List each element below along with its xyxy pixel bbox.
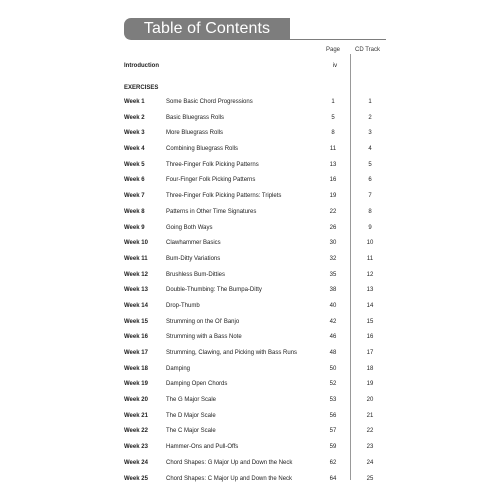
toc-list <box>0 98 500 490</box>
page-number: 8 <box>331 130 335 137</box>
toc-row <box>0 380 500 396</box>
toc-row <box>0 318 500 334</box>
entry-title: The D Major Scale <box>166 412 216 419</box>
page-number: 56 <box>329 412 337 419</box>
page-number: 42 <box>329 318 337 325</box>
cd-track-number: 23 <box>366 444 374 451</box>
cd-track-number: 10 <box>366 240 374 247</box>
page-number: 48 <box>329 350 337 356</box>
cd-track-number: 2 <box>368 114 372 121</box>
week-label: Week 12 <box>124 271 148 278</box>
cd-track-number: 1 <box>368 99 372 105</box>
week-label: Week 1 <box>124 99 145 105</box>
cd-track-number: 22 <box>366 428 374 435</box>
week-label: Week 5 <box>124 161 145 168</box>
toc-row <box>0 396 500 412</box>
cd-track-number: 13 <box>366 287 374 294</box>
toc-row <box>0 129 500 145</box>
entry-title: Strumming, Clawing, and Picking with Bass Runs <box>166 350 298 356</box>
cd-track-number: 18 <box>366 365 374 372</box>
entry-title: Drop-Thumb <box>166 302 200 309</box>
page-number: 19 <box>329 193 337 200</box>
page-number: 30 <box>329 240 337 247</box>
entry-title: Basic Bluegrass Rolls <box>166 114 225 121</box>
cd-track-number: 17 <box>366 350 374 356</box>
page-number: 11 <box>329 146 337 153</box>
entry-title: The G Major Scale <box>166 397 217 404</box>
cd-track-number: 16 <box>366 334 374 341</box>
toc-row <box>0 427 500 443</box>
week-label: Week 8 <box>124 208 145 215</box>
week-label: Week 19 <box>124 381 148 388</box>
toc-row <box>0 114 500 130</box>
week-label: Week 23 <box>124 444 148 451</box>
page-number: 1 <box>331 99 335 105</box>
week-label: Week 18 <box>124 365 148 372</box>
page-number: 26 <box>329 224 337 231</box>
cd-track-number: 15 <box>366 318 374 325</box>
week-label: Week 6 <box>124 177 145 184</box>
week-label: Week 17 <box>124 350 148 356</box>
entry-title: Clawhammer Basics <box>166 240 221 247</box>
entry-title: Patterns in Other Time Signatures <box>166 208 257 215</box>
page-number: 35 <box>329 271 337 278</box>
entry-title: More Bluegrass Rolls <box>166 130 224 137</box>
introduction-page: iv <box>332 63 338 69</box>
entry-title: The C Major Scale <box>166 428 216 435</box>
entry-title: Double-Thumbing: The Bumpa-Ditty <box>166 287 262 294</box>
cd-track-number: 25 <box>366 475 374 482</box>
page-number: 46 <box>329 334 337 341</box>
introduction-row <box>124 63 500 71</box>
week-label: Week 21 <box>124 412 148 419</box>
week-label: Week 7 <box>124 193 145 200</box>
toc-row <box>0 286 500 302</box>
toc-row <box>0 239 500 255</box>
week-label: Week 11 <box>124 255 148 262</box>
toc-row <box>0 255 500 271</box>
page-number: 40 <box>329 302 337 309</box>
toc-row <box>0 145 500 161</box>
page-title: Table of Contents <box>124 18 290 40</box>
entry-title: Hammer-Ons and Pull-Offs <box>166 444 239 451</box>
page-number: 13 <box>329 161 337 168</box>
toc-row <box>0 365 500 381</box>
cd-track-number: 20 <box>366 397 374 404</box>
week-label: Week 22 <box>124 428 148 435</box>
entry-title: Chord Shapes: G Major Up and Down the Neck <box>166 459 293 466</box>
entry-title: Chord Shapes: C Major Up and Down the Neck <box>166 475 293 482</box>
page-number: 62 <box>329 459 337 466</box>
page-number: 57 <box>329 428 337 435</box>
week-label: Week 4 <box>124 146 145 153</box>
week-label: Week 10 <box>124 240 148 247</box>
page-number: 16 <box>329 177 337 184</box>
cd-track-number: 6 <box>368 177 372 184</box>
entry-title: Brushless Bum-Ditties <box>166 271 226 278</box>
toc-row <box>0 459 500 475</box>
toc-row <box>0 161 500 177</box>
toc-row <box>0 271 500 287</box>
cd-track-number: 5 <box>368 161 372 168</box>
cd-track-column-header: CD Track <box>355 47 381 53</box>
entry-title: Four-Finger Folk Picking Patterns <box>166 177 256 184</box>
week-label: Week 2 <box>124 114 145 121</box>
toc-row <box>0 98 500 114</box>
toc-row <box>0 333 500 349</box>
page-number: 32 <box>329 255 337 262</box>
page-number: 59 <box>329 444 337 451</box>
page-column-header: Page <box>326 47 341 53</box>
week-label: Week 25 <box>124 475 148 482</box>
week-label: Week 16 <box>124 334 148 341</box>
toc-row <box>0 475 500 491</box>
entry-title: Three-Finger Folk Picking Patterns <box>166 161 259 168</box>
week-label: Week 13 <box>124 287 148 294</box>
cd-track-number: 14 <box>366 302 374 309</box>
toc-row <box>0 192 500 208</box>
cd-track-number: 4 <box>368 146 372 153</box>
entry-title: Bum-Ditty Variations <box>166 255 221 262</box>
toc-row <box>0 302 500 318</box>
toc-row <box>0 224 500 240</box>
entry-title: Damping <box>166 365 191 372</box>
entry-title: Damping Open Chords <box>166 381 228 388</box>
week-label: Week 14 <box>124 302 148 309</box>
cd-track-number: 11 <box>366 255 374 262</box>
entry-title: Some Basic Chord Progressions <box>166 99 253 105</box>
toc-row <box>0 412 500 428</box>
entry-title: Combining Bluegrass Rolls <box>166 146 239 153</box>
page-number: 22 <box>329 208 337 215</box>
week-label: Week 3 <box>124 130 145 137</box>
toc-row <box>0 208 500 224</box>
entry-title: Strumming with a Bass Note <box>166 334 242 341</box>
cd-track-number: 9 <box>368 224 372 231</box>
page-number: 52 <box>329 381 337 388</box>
page-number: 64 <box>329 475 337 482</box>
week-label: Week 20 <box>124 397 148 404</box>
section-heading: EXERCISES <box>124 85 159 91</box>
week-label: Week 9 <box>124 224 145 231</box>
toc-row <box>0 176 500 192</box>
introduction-label: Introduction <box>124 63 159 69</box>
page-number: 5 <box>331 114 335 121</box>
entry-title: Going Both Ways <box>166 224 213 231</box>
page-number: 53 <box>329 397 337 404</box>
header-divider <box>290 39 386 40</box>
cd-track-number: 24 <box>366 459 374 466</box>
cd-track-number: 21 <box>366 412 374 419</box>
page-number: 38 <box>329 287 337 294</box>
cd-track-number: 8 <box>368 208 372 215</box>
toc-row <box>0 443 500 459</box>
cd-track-number: 19 <box>366 381 374 388</box>
page-number: 50 <box>329 365 337 372</box>
week-label: Week 24 <box>124 459 148 466</box>
week-label: Week 15 <box>124 318 148 325</box>
cd-track-number: 3 <box>368 130 372 137</box>
entry-title: Strumming on the Ol' Banjo <box>166 318 240 325</box>
entry-title: Three-Finger Folk Picking Patterns: Triplets <box>166 193 282 200</box>
cd-track-number: 7 <box>368 193 372 200</box>
toc-row <box>0 349 500 365</box>
cd-track-number: 12 <box>366 271 374 278</box>
